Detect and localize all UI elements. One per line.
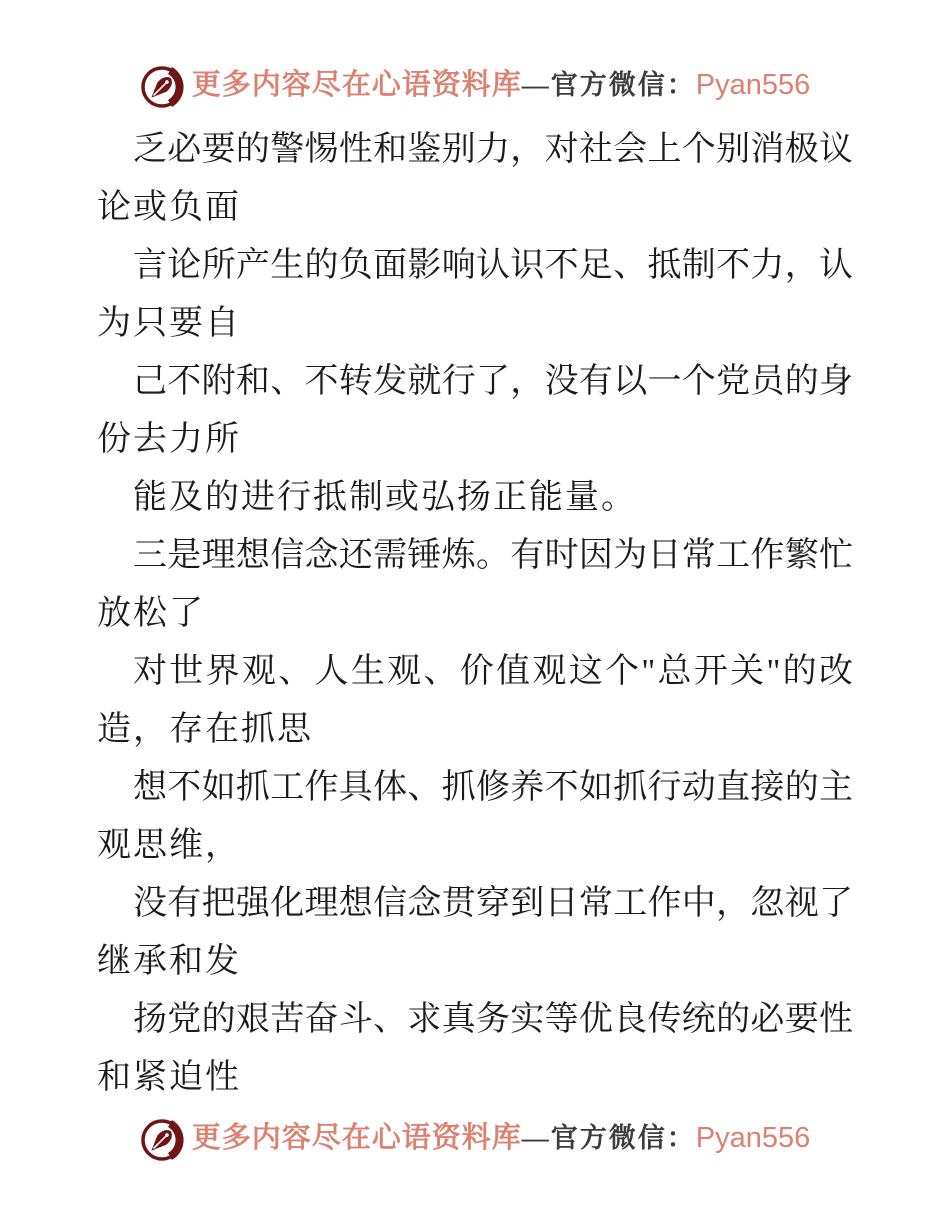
text-line: 造，存在抓思 (97, 711, 313, 748)
text-line: 放松了 (97, 595, 205, 632)
watermark-site-text: 更多内容尽在心语资料库 (191, 1121, 522, 1154)
text-line: 继承和发 (97, 943, 241, 980)
paragraph (97, 643, 853, 759)
text-line: 观思维， (97, 827, 241, 864)
text-line: 三是理想信念还需锤炼。有时因为日常工作繁忙 (133, 537, 853, 574)
text-line: 乏必要的警惕性和鉴别力，对社会上个别消极议 (133, 131, 853, 168)
text-line: 没有把强化理想信念贯穿到日常工作中，忽视了 (133, 885, 853, 922)
text-line: 能及的进行抵制或弘扬正能量。 (133, 479, 637, 516)
watermark-wechat-id: Pyan556 (695, 68, 811, 101)
watermark-site-text: 更多内容尽在心语资料库 (191, 68, 522, 101)
text-line: 份去力所 (97, 421, 241, 458)
paragraph (97, 469, 853, 527)
pen-nib-circle-logo-icon (140, 1118, 184, 1162)
paragraph (97, 875, 853, 991)
paragraph (97, 353, 853, 469)
paragraph (97, 121, 853, 237)
watermark-wechat-label: —官方微信： (521, 69, 696, 100)
paragraph (97, 237, 853, 353)
text-line: 扬党的艰苦奋斗、求真务实等优良传统的必要性 (133, 1001, 853, 1038)
text-line: 言论所产生的负面影响认识不足、抵制不力，认 (133, 247, 853, 284)
text-line: 己不附和、不转发就行了，没有以一个党员的身 (133, 363, 853, 400)
watermark-wechat-id: Pyan556 (695, 1121, 811, 1154)
text-line: 为只要自 (97, 305, 241, 342)
paragraph (97, 527, 853, 643)
watermark-footer (0, 1117, 950, 1163)
watermark-text (192, 62, 811, 113)
text-line: 和紧迫性 (97, 1059, 241, 1096)
text-line: 论或负面 (97, 189, 241, 226)
watermark-text (192, 1115, 811, 1166)
text-line: 对世界观、人生观、价值观这个"总开关"的改 (133, 653, 853, 690)
paragraph (97, 991, 853, 1107)
watermark-header (0, 0, 950, 110)
text-line: 想不如抓工作具体、抓修养不如抓行动直接的主 (133, 769, 853, 806)
watermark-wechat-label: —官方微信： (521, 1122, 696, 1153)
document-body (97, 121, 853, 1107)
pen-nib-circle-logo-icon (140, 65, 184, 109)
paragraph (97, 759, 853, 875)
